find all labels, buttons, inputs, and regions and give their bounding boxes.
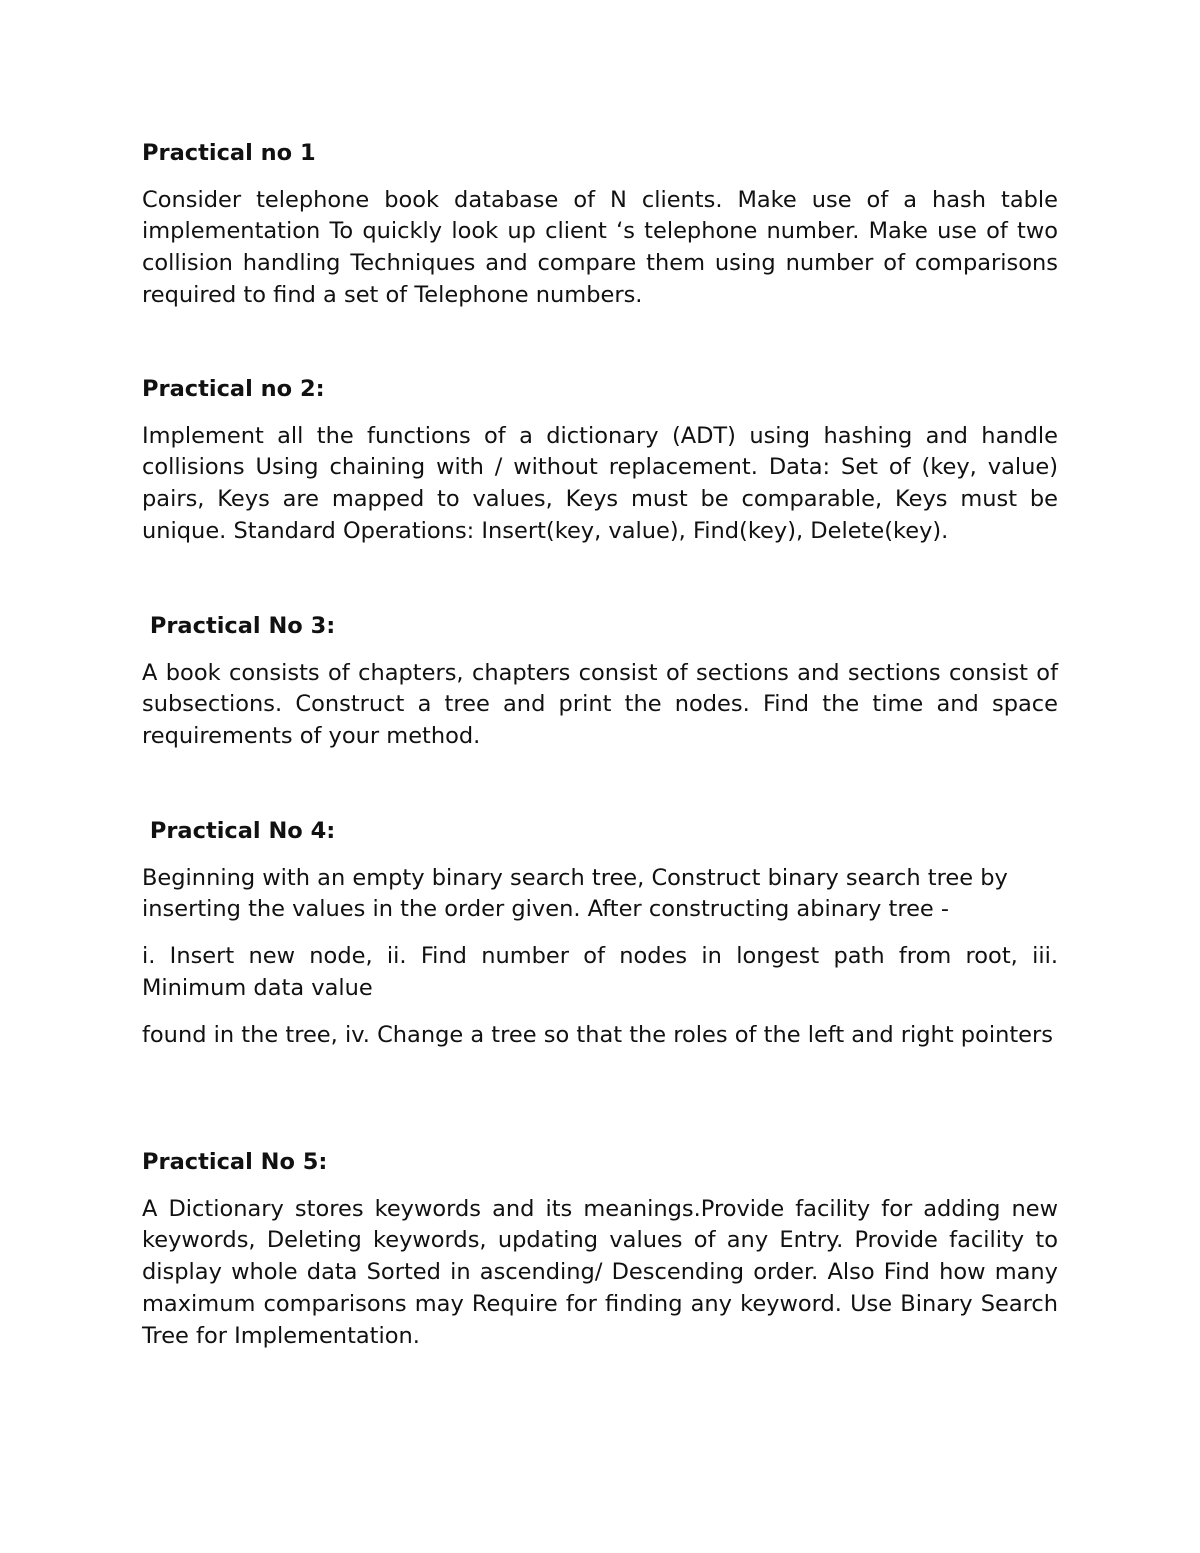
practical-4-heading: Practical No 4: — [142, 818, 336, 844]
practical-5-section — [142, 1147, 1058, 1352]
practical-4-section — [142, 816, 1058, 1051]
practical-3-paragraph: A book consists of chapters, chapters consist of sections and sections consist of subsections. Construct a tree and print the nodes. Find the time and space requirements of your method. — [142, 659, 1058, 750]
practical-4-paragraph-3: found in the tree, iv. Change a tree so that the roles of the left and right pointers — [142, 1021, 1053, 1048]
practical-2-section — [142, 374, 1058, 548]
practical-1-section — [142, 138, 1058, 312]
practical-5-paragraph: A Dictionary stores keywords and its meanings.Provide facility for adding new keywords, Deleting keywords, updating values of any Entry. Provide facility to display whole data Sorted in ascending/ Descending order. Also Find how many maximum comparisons may Require for finding any keyword. Use Binary Search Tree for Implementation. — [142, 1195, 1058, 1349]
practical-4-paragraph-1: Beginning with an empty binary search tree, Construct binary search tree by inserting the values in the order given. After constructing abinary tree - — [142, 864, 1008, 923]
practical-4-paragraph-2: i. Insert new node, ii. Find number of nodes in longest path from root, iii. Minimum data value — [142, 943, 1058, 1001]
practical-5-heading: Practical No 5: — [142, 1149, 328, 1175]
practical-1-paragraph: Consider telephone book database of N clients. Make use of a hash table implementation To quickly look up client ‘s telephone number. Make use of two collision handling Techniques and compare them using number of comparisons required to find a set of Telephone numbers. — [142, 186, 1058, 308]
practical-2-heading: Practical no 2: — [142, 376, 325, 402]
practical-1-heading: Practical no 1 — [142, 140, 316, 166]
practical-3-section — [142, 611, 1058, 753]
practical-3-heading: Practical No 3: — [142, 613, 336, 639]
practical-2-paragraph: Implement all the functions of a dictionary (ADT) using hashing and handle collisions Using chaining with / without replacement. Data: Set of (key, value) pairs, Keys are mapped to values, Keys must be comparable, Keys must be unique. Standard Operations: Insert(key, value), Find(key), Delete(key). — [142, 422, 1058, 544]
